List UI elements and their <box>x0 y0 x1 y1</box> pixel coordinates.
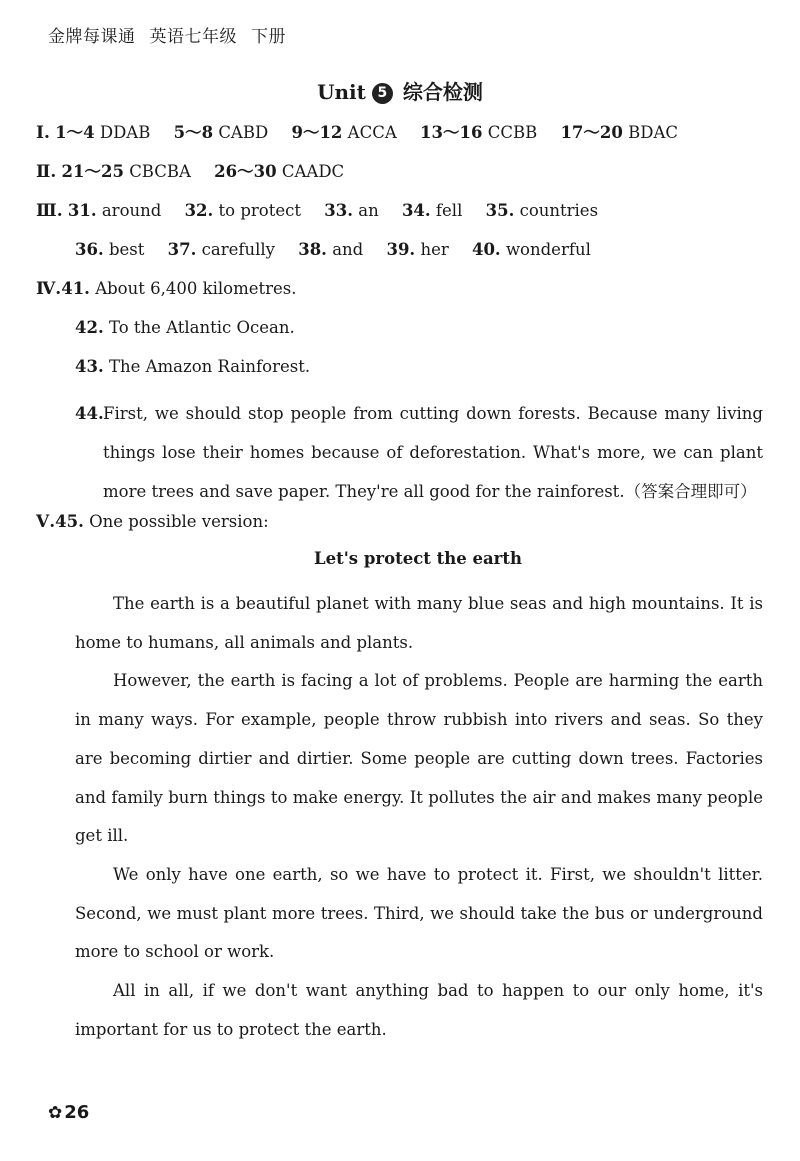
essay-title: Let's protect the earth <box>314 549 522 568</box>
section-3-item: 31. around <box>67 201 162 220</box>
title-prefix: Unit <box>317 80 366 104</box>
section-3-item: 34. fell <box>401 201 463 220</box>
subject-title: 英语七年级 <box>149 27 237 47</box>
section-4-roman: Ⅳ. <box>36 279 62 299</box>
page-number: 26 <box>64 1102 90 1123</box>
section-3-item: 32. to protect <box>184 201 302 220</box>
section-3-item: 35. countries <box>485 201 599 220</box>
section-2-group: 21～25 CBCBA <box>61 162 191 181</box>
series-title: 金牌每课通 <box>48 27 136 47</box>
section-2-group: 26～30 CAADC <box>214 162 345 181</box>
flower-icon: ✿ <box>48 1103 63 1123</box>
section-2-roman: Ⅱ. <box>36 162 57 182</box>
unit-number-badge: 5 <box>372 83 393 104</box>
section-3-item: 33. an <box>324 201 379 220</box>
section-1-roman: Ⅰ. <box>36 123 50 143</box>
section-1-group: 9～12 ACCA <box>291 123 397 142</box>
section-3-item: 38. and <box>298 240 364 259</box>
section-1-group: 1～4 DDAB <box>55 123 151 142</box>
section-1-group: 5～8 CABD <box>173 123 269 142</box>
section-2-answers <box>36 161 362 183</box>
section-3-item: 36. best <box>75 240 145 259</box>
section-3-roman: Ⅲ. <box>36 201 63 221</box>
essay-paragraph: The earth is a beautiful planet with many blue seas and high mountains. It is home to humans, all animals and plants. <box>75 594 763 652</box>
essay-paragraph: All in all, if we don't want anything bad to happen to our only home, it's important for us to protect the earth. <box>75 981 763 1039</box>
essay-body <box>75 585 763 1049</box>
question-44 <box>75 395 763 511</box>
section-3-item: 40. wonderful <box>471 240 591 259</box>
section-3-row-2 <box>75 239 609 261</box>
essay-paragraph: However, the earth is facing a lot of problems. People are harming the earth in many ways. For example, people throw rubbish into rivers and seas. So they are becoming dirtier and dirtier. Some people are cutting down trees. Factories and family burn things to make energy. It pollutes the air and makes many people get ill. <box>75 671 763 846</box>
section-3-item: 37. carefully <box>167 240 275 259</box>
question-41: Ⅳ.41. About 6,400 kilometres. <box>36 279 297 299</box>
page-title <box>0 76 800 105</box>
volume-title: 下册 <box>251 27 286 47</box>
question-45: Ⅴ.45. One possible version: <box>36 512 269 532</box>
title-suffix: 综合检测 <box>402 80 483 104</box>
essay-paragraph: We only have one earth, so we have to protect it. First, we shouldn't litter. Second, we must plant more trees. Third, we should take the bus or underground more to school or work. <box>75 864 763 962</box>
section-3-row-1 <box>36 200 616 222</box>
question-42: 42. To the Atlantic Ocean. <box>75 318 295 337</box>
section-5-roman: Ⅴ. <box>36 512 56 532</box>
book-header <box>48 22 300 47</box>
question-43: 43. The Amazon Rainforest. <box>75 357 311 376</box>
question-44-number: 44. <box>75 404 104 423</box>
question-44-answer: First, we should stop people from cutting down forests. Because many living things lose their homes because of deforestation. What's more, we can plant more trees and save paper. They're all good for the rainforest.（答案合理即可） <box>103 404 763 501</box>
section-3-item: 39. her <box>386 240 449 259</box>
section-1-group: 13～16 CCBB <box>420 123 538 142</box>
section-1-group: 17～20 BDAC <box>560 123 679 142</box>
section-1-answers <box>36 122 696 144</box>
page-footer <box>48 1102 89 1123</box>
